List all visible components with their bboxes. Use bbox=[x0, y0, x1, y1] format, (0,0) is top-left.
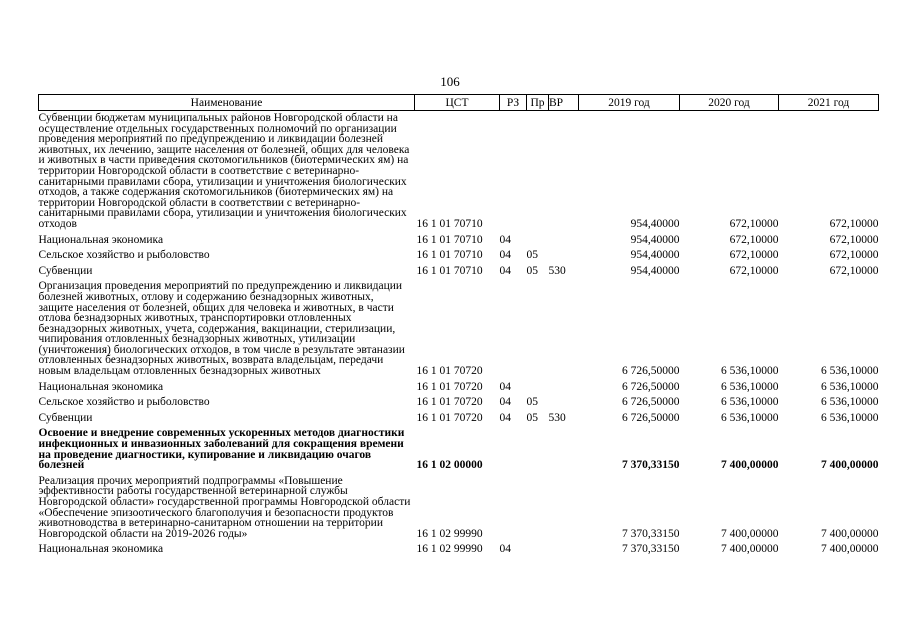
cell-vr bbox=[549, 542, 579, 558]
cell-2020: 672,10000 bbox=[729, 233, 779, 246]
cell-cst: 16 1 01 70710 bbox=[416, 217, 483, 230]
cell-2021: 6 536,10000 bbox=[821, 411, 879, 424]
cell-vr bbox=[549, 111, 579, 233]
cell-pr: 05 bbox=[526, 264, 538, 277]
cell-vr: 530 bbox=[548, 264, 566, 277]
cell-2021: 672,10000 bbox=[829, 249, 879, 262]
table-row bbox=[39, 248, 879, 264]
cell-cst: 16 1 01 70720 bbox=[416, 396, 483, 409]
cell-cst: 16 1 02 00000 bbox=[416, 459, 483, 472]
cell-name: Субвенции bbox=[38, 264, 93, 277]
table-row bbox=[39, 411, 879, 427]
cell-2020: 6 536,10000 bbox=[721, 365, 779, 378]
cell-pr bbox=[527, 426, 549, 473]
table-row bbox=[39, 233, 879, 249]
cell-2020: 6 536,10000 bbox=[721, 396, 779, 409]
table-row bbox=[39, 474, 879, 543]
page-number: 106 bbox=[440, 74, 460, 89]
cell-pr bbox=[527, 474, 549, 543]
header-rz: РЗ bbox=[500, 95, 527, 111]
cell-name: Сельское хозяйство и рыболовство bbox=[38, 249, 210, 262]
table-row bbox=[39, 279, 879, 379]
cell-pr bbox=[527, 542, 549, 558]
cell-2019: 7 370,33150 bbox=[622, 543, 680, 556]
cell-vr bbox=[549, 248, 579, 264]
table-row bbox=[39, 542, 879, 558]
cell-2020: 6 536,10000 bbox=[721, 411, 779, 424]
cell-2019: 6 726,50000 bbox=[622, 396, 680, 409]
cell-name: Национальная экономика bbox=[38, 233, 164, 246]
cell-pr bbox=[527, 111, 549, 233]
cell-cst: 16 1 01 70720 bbox=[416, 380, 483, 393]
cell-2019: 7 370,33150 bbox=[622, 459, 680, 472]
cell-cst: 16 1 01 70710 bbox=[416, 264, 483, 277]
cell-rz: 04 bbox=[499, 396, 511, 409]
cell-rz: 04 bbox=[499, 543, 511, 556]
header-2019: 2019 год bbox=[579, 95, 680, 111]
cell-2021: 6 536,10000 bbox=[821, 396, 879, 409]
cell-2019: 954,40000 bbox=[630, 233, 680, 246]
cell-2021: 7 400,00000 bbox=[821, 459, 879, 472]
cell-rz bbox=[500, 279, 527, 379]
table-row bbox=[39, 380, 879, 396]
cell-2021: 6 536,10000 bbox=[821, 365, 879, 378]
cell-2021: 7 400,00000 bbox=[821, 527, 879, 540]
cell-2019: 6 726,50000 bbox=[622, 380, 680, 393]
header-vr: ВР bbox=[549, 95, 579, 111]
cell-pr bbox=[527, 279, 549, 379]
cell-cst: 16 1 02 99990 bbox=[416, 543, 483, 556]
cell-rz bbox=[500, 111, 527, 233]
cell-2019: 7 370,33150 bbox=[622, 527, 680, 540]
cell-2020: 7 400,00000 bbox=[721, 459, 779, 472]
header-name: Наименование bbox=[39, 95, 415, 111]
table-row bbox=[39, 395, 879, 411]
cell-name: Национальная экономика bbox=[38, 380, 164, 393]
cell-vr bbox=[549, 380, 579, 396]
cell-vr bbox=[549, 233, 579, 249]
table-row bbox=[39, 426, 879, 473]
cell-rz: 04 bbox=[499, 264, 511, 277]
cell-pr: 05 bbox=[526, 411, 538, 424]
cell-2020: 672,10000 bbox=[729, 249, 779, 262]
table-header-row bbox=[39, 95, 879, 111]
cell-vr bbox=[549, 426, 579, 473]
cell-2019: 954,40000 bbox=[630, 249, 680, 262]
cell-name: Субвенции bbox=[38, 411, 93, 424]
header-pr: Пр bbox=[527, 95, 549, 111]
cell-2021: 7 400,00000 bbox=[821, 543, 879, 556]
cell-name: Организация проведения мероприятий по предупреждению и ликвидации болезней животных, отлову и содержанию безнадзорных животных, защите населения от болезней, общих для человека и животных, в части отлова безнадзорных животных, транспортировки отловленных безнадзорных животных, учета, содержания, вакцинации, стерилизации, чипирования отловленных безнадзорных животных, утилизации (уничтожения) биологических отходов, в том числе в результате эвтаназии отловленных безнадзорных животных, возврата владельцам, передачи новым владельцам отловленных безнадзорных животных bbox=[38, 280, 405, 378]
cell-rz bbox=[500, 474, 527, 543]
cell-rz bbox=[500, 426, 527, 473]
cell-cst: 16 1 01 70710 bbox=[416, 249, 483, 262]
cell-cst: 16 1 02 99990 bbox=[416, 527, 483, 540]
cell-name: Субвенции бюджетам муниципальных районов Новгородской области на осуществление отдельных государственных полномочий по организации проведения мероприятий по предупреждению и ликвидации болезней животных, их лечению, защите населения от болезней, общих для человека и животных в части приведения скотомогильников (биотермических ям) на территории Новгородской области в соответствие с ветеринарно-санитарными правилами сбора, утилизации и уничтожения биологических отходов, а также содержания скотомогильников (биотермических ям) на территории Новгородской области в соответствии с ветеринарно-санитарными правилами сбора, утилизации и уничтожения биологических отходов bbox=[38, 112, 410, 230]
cell-name: Реализация прочих мероприятий подпрограммы «Повышение эффективности работы государственной ветеринарной службы Новгородской области» государственной программы Новгородской области «Обеспечение эпизоотического благополучия и безопасности продуктов животноводства в ветеринарно-санитарном отношении на территории Новгородской области на 2019-2026 годы» bbox=[38, 474, 411, 540]
cell-2019: 6 726,50000 bbox=[622, 411, 680, 424]
cell-rz: 04 bbox=[499, 233, 511, 246]
cell-pr bbox=[527, 233, 549, 249]
cell-name: Освоение и внедрение современных ускоренных методов диагностики инфекционных и инвазионных заболеваний для сокращения времени на проведение диагностики, купирование и ликвидацию очагов болезней bbox=[38, 427, 405, 472]
cell-pr: 05 bbox=[526, 249, 538, 262]
cell-2020: 6 536,10000 bbox=[721, 380, 779, 393]
cell-vr bbox=[549, 395, 579, 411]
cell-2020: 7 400,00000 bbox=[721, 527, 779, 540]
cell-2020: 672,10000 bbox=[729, 217, 779, 230]
cell-cst: 16 1 01 70710 bbox=[416, 233, 483, 246]
cell-name: Сельское хозяйство и рыболовство bbox=[38, 396, 210, 409]
header-2020: 2020 год bbox=[680, 95, 779, 111]
cell-vr bbox=[549, 279, 579, 379]
header-2021: 2021 год bbox=[779, 95, 879, 111]
cell-cst: 16 1 01 70720 bbox=[416, 365, 483, 378]
header-cst: ЦСТ bbox=[415, 95, 500, 111]
cell-pr bbox=[527, 380, 549, 396]
cell-rz: 04 bbox=[499, 411, 511, 424]
cell-pr: 05 bbox=[526, 396, 538, 409]
cell-2019: 954,40000 bbox=[630, 264, 680, 277]
cell-2020: 7 400,00000 bbox=[721, 543, 779, 556]
cell-2021: 672,10000 bbox=[829, 233, 879, 246]
cell-vr bbox=[549, 474, 579, 543]
table-body bbox=[39, 111, 879, 558]
cell-rz: 04 bbox=[499, 380, 511, 393]
cell-cst: 16 1 01 70720 bbox=[416, 411, 483, 424]
cell-name: Национальная экономика bbox=[38, 543, 164, 556]
cell-vr: 530 bbox=[548, 411, 566, 424]
cell-2020: 672,10000 bbox=[729, 264, 779, 277]
cell-2021: 672,10000 bbox=[829, 217, 879, 230]
cell-2019: 6 726,50000 bbox=[622, 365, 680, 378]
table-row bbox=[39, 264, 879, 280]
budget-table bbox=[38, 94, 879, 558]
cell-2021: 672,10000 bbox=[829, 264, 879, 277]
cell-rz: 04 bbox=[499, 249, 511, 262]
cell-2021: 6 536,10000 bbox=[821, 380, 879, 393]
cell-2019: 954,40000 bbox=[630, 217, 680, 230]
table-row bbox=[39, 111, 879, 233]
